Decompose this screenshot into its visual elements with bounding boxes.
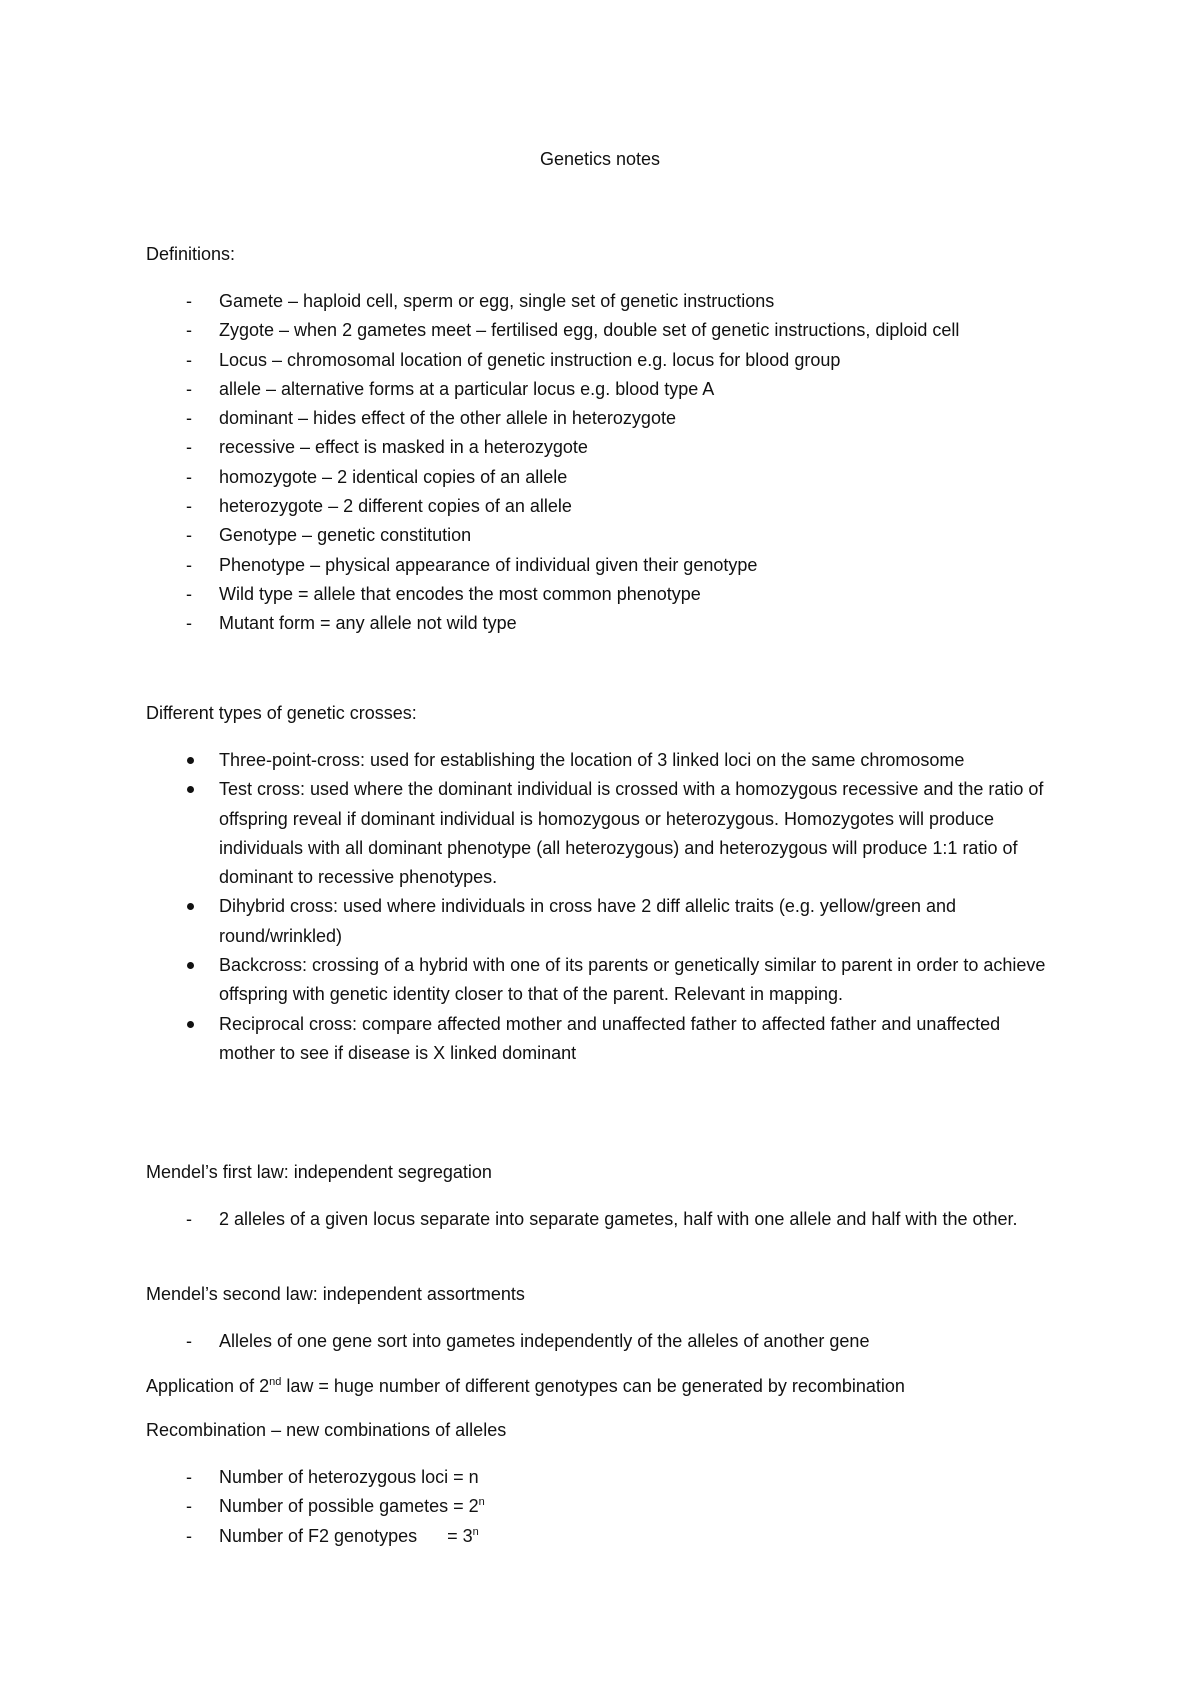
list-item <box>146 1522 1046 1551</box>
list-item: Test cross: used where the dominant individual is crossed with a homozygous recessive and the ratio of offspring reveal if dominant individual is homozygous or heterozygous. Homozygotes will produce individuals with all dominant phenotype (all heterozygous) and heterozygous will produce 1:1 ratio of dominant to recessive phenotypes. <box>146 775 1046 892</box>
list-item: - homozygote – 2 identical copies of an allele <box>146 463 1046 492</box>
list-item: - Genotype – genetic constitution <box>146 521 1046 550</box>
list-item-value: = 3 <box>447 1525 473 1546</box>
list-item: Dihybrid cross: used where individuals in cross have 2 diff allelic traits (e.g. yellow/green and round/wrinkled) <box>146 892 1046 951</box>
list-item: - Gamete – haploid cell, sperm or egg, single set of genetic instructions <box>146 287 1046 316</box>
application-text-prefix: Application of 2 <box>146 1376 270 1396</box>
list-item: - allele – alternative forms at a particular locus e.g. blood type A <box>146 375 1046 404</box>
application-paragraph <box>146 1374 1046 1398</box>
list-item <box>146 1492 1046 1521</box>
list-item: - Number of heterozygous loci = n <box>146 1463 1046 1492</box>
superscript: nd <box>269 1376 282 1388</box>
list-item: - recessive – effect is masked in a heterozygote <box>146 433 1046 462</box>
list-item: - Phenotype – physical appearance of individual given their genotype <box>146 551 1046 580</box>
mendel-second-law-section <box>146 1282 1046 1356</box>
mendel-second-list <box>146 1327 1046 1356</box>
list-item: - Wild type = allele that encodes the most common phenotype <box>146 580 1046 609</box>
crosses-list <box>146 746 1046 1068</box>
application-text-suffix: law = huge number of different genotypes can be generated by recombination <box>281 1376 905 1396</box>
mendel-second-heading: Mendel’s second law: independent assortments <box>146 1284 525 1304</box>
recombination-section <box>146 1418 1046 1551</box>
list-item: Backcross: crossing of a hybrid with one of its parents or genetically similar to parent in order to achieve offspring with genetic identity closer to that of the parent. Relevant in mapping. <box>146 951 1046 1010</box>
definitions-section <box>146 242 1046 639</box>
crosses-heading: Different types of genetic crosses: <box>146 703 417 723</box>
definitions-heading: Definitions: <box>146 244 236 264</box>
recombination-list <box>146 1463 1046 1551</box>
list-item: - Zygote – when 2 gametes meet – fertilised egg, double set of genetic instructions, diploid cell <box>146 316 1046 345</box>
mendel-first-list <box>146 1205 1046 1234</box>
list-item: - Alleles of one gene sort into gametes independently of the alleles of another gene <box>146 1327 1046 1356</box>
list-item: Reciprocal cross: compare affected mother and unaffected father to affected father and unaffected mother to see if disease is X linked dominant <box>146 1010 1046 1069</box>
mendel-first-law-section <box>146 1160 1046 1234</box>
list-item: - heterozygote – 2 different copies of an allele <box>146 492 1046 521</box>
page-title: Genetics notes <box>539 149 661 169</box>
mendel-first-heading: Mendel’s first law: independent segregation <box>146 1162 492 1182</box>
definitions-list <box>146 287 1046 639</box>
list-item: Three-point-cross: used for establishing the location of 3 linked loci on the same chromosome <box>146 746 1046 775</box>
list-item: - Locus – chromosomal location of genetic instruction e.g. locus for blood group <box>146 346 1046 375</box>
list-item-text: Number of possible gametes = 2 <box>219 1496 479 1517</box>
superscript: n <box>478 1496 485 1509</box>
recombination-heading: Recombination – new combinations of alleles <box>146 1420 507 1440</box>
list-item: - 2 alleles of a given locus separate into separate gametes, half with one allele and half with the other. <box>146 1205 1046 1234</box>
list-item: - dominant – hides effect of the other allele in heterozygote <box>146 404 1046 433</box>
superscript: n <box>472 1525 479 1538</box>
list-item: - Mutant form = any allele not wild type <box>146 609 1046 638</box>
list-item-label: Number of F2 genotypes <box>219 1525 418 1546</box>
crosses-section <box>146 701 1046 1068</box>
